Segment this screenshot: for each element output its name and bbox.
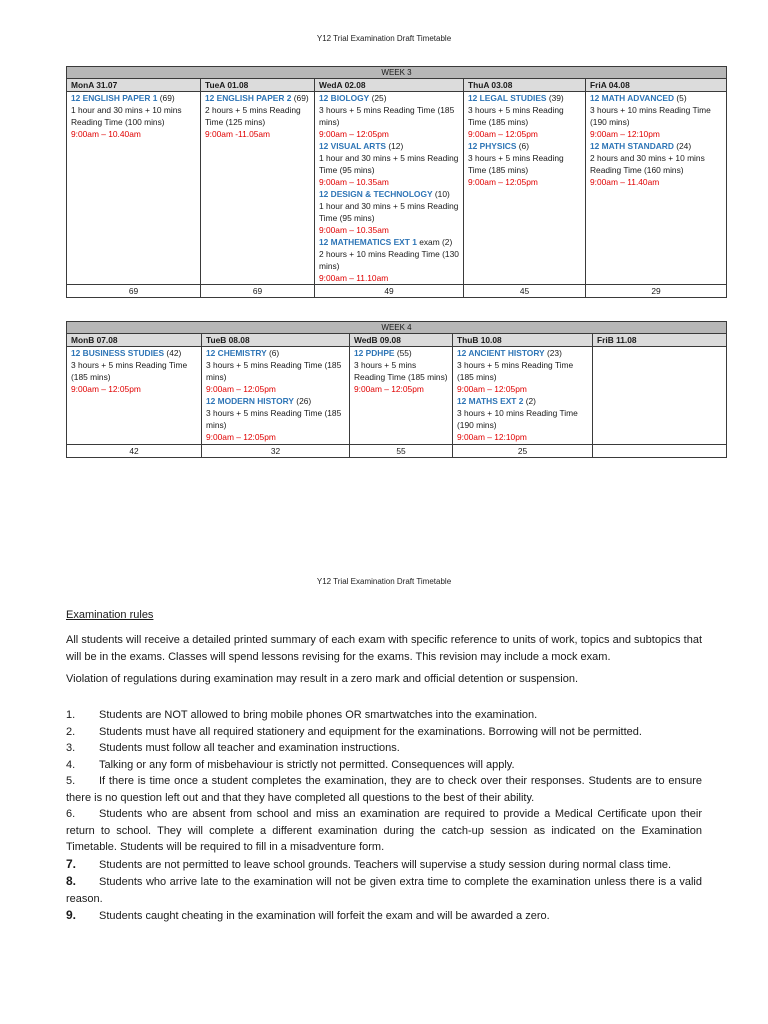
day-total: 55	[350, 445, 453, 458]
exam-duration: 1 hour and 30 mins + 5 mins Reading Time (95 mins)	[319, 201, 459, 223]
week-header: WEEK 4	[67, 322, 727, 334]
exam-duration: 3 hours + 5 mins Reading Time (185 mins)	[468, 153, 564, 175]
exam-time: 9:00am – 10.35am	[319, 177, 389, 187]
exam-entry	[590, 140, 722, 188]
rule-item	[66, 907, 702, 925]
day-cell	[350, 347, 453, 445]
exam-count: (26)	[293, 396, 312, 406]
rule-text: If there is time once a student completes the examination, they are to check over their responses. Students are to ensure there is no question left out and that they have completed all questions to the best of their ability.	[66, 775, 702, 804]
day-cell	[202, 347, 350, 445]
exam-count: (2)	[523, 396, 536, 406]
day-cell	[67, 92, 201, 285]
exam-duration: 3 hours + 5 mins Reading Time (185 mins)	[206, 360, 342, 382]
rule-text: Students caught cheating in the examination will forfeit the exam and will be awarded a zero.	[99, 910, 550, 922]
exam-entry	[590, 92, 722, 140]
exam-count: (12)	[386, 141, 404, 151]
exam-time: 9:00am – 12:05pm	[468, 129, 538, 139]
exam-time: 9:00am – 12:05pm	[206, 384, 276, 394]
exam-subject: 12 ENGLISH PAPER 2	[205, 93, 292, 103]
day-cell	[201, 92, 315, 285]
exam-subject: 12 BUSINESS STUDIES	[71, 348, 165, 358]
rule-item	[66, 757, 702, 774]
exam-count: (25)	[369, 93, 387, 103]
exam-entry	[319, 188, 459, 236]
exam-time: 9:00am – 10.40am	[71, 129, 141, 139]
exam-duration: 2 hours + 10 mins Reading Time (130 mins)	[319, 249, 459, 271]
exam-duration: 3 hours + 5 mins Reading Time (185 mins)	[206, 408, 342, 430]
exam-subject: 12 ENGLISH PAPER 1	[71, 93, 158, 103]
exam-duration: 1 hour and 30 mins + 5 mins Reading Time (95 mins)	[319, 153, 459, 175]
day-header: MonB 07.08	[67, 334, 202, 347]
day-total: 69	[201, 285, 315, 298]
exam-duration: 3 hours + 10 mins Reading Time (190 mins)	[590, 105, 711, 127]
exam-subject: 12 MATH ADVANCED	[590, 93, 675, 103]
exam-count: (55)	[394, 348, 412, 358]
day-header: WedA 02.08	[315, 79, 464, 92]
day-total: 32	[202, 445, 350, 458]
exam-count: (5)	[674, 93, 687, 103]
rule-text: Students who arrive late to the examination will not be given extra time to complete the examination unless there is a valid reason.	[66, 876, 702, 905]
exam-entry	[71, 347, 197, 395]
rule-number: 6.	[66, 808, 76, 820]
rule-text: Students must follow all teacher and examination instructions.	[99, 742, 400, 754]
day-header: TueB 08.08	[202, 334, 350, 347]
rule-number: 3.	[66, 742, 76, 754]
rules-list	[66, 707, 702, 925]
exam-count: (23)	[544, 348, 562, 358]
exam-duration: 3 hours + 5 mins Reading Time (185 mins)	[319, 105, 455, 127]
exam-duration: 3 hours + 5 mins Reading Time (185 mins)	[71, 360, 188, 382]
exam-entry	[206, 395, 345, 443]
exam-entry	[468, 92, 581, 140]
exam-duration: 3 hours + 5 mins Reading Time (185 mins)	[468, 105, 564, 127]
day-total: 42	[67, 445, 202, 458]
day-cell	[586, 92, 727, 285]
day-total: 25	[453, 445, 593, 458]
rule-item	[66, 856, 702, 874]
exam-entry	[71, 92, 196, 140]
exam-subject: 12 PDHPE	[354, 348, 395, 358]
exam-duration: 3 hours + 5 mins Reading Time (185 mins)	[354, 360, 448, 382]
rule-number: 5.	[66, 775, 76, 787]
exam-subject: 12 LEGAL STUDIES	[468, 93, 547, 103]
rules-heading: Examination rules	[66, 609, 154, 621]
day-total: 69	[67, 285, 201, 298]
exam-count: (6)	[266, 348, 280, 358]
day-header: MonA 31.07	[67, 79, 201, 92]
rule-number: 9.	[66, 908, 77, 922]
exam-count: (69)	[157, 93, 175, 103]
exam-time: 9:00am – 12:05pm	[71, 384, 141, 394]
rule-item	[66, 740, 702, 757]
exam-subject: 12 BIOLOGY	[319, 93, 370, 103]
day-total: 49	[315, 285, 464, 298]
exam-count: (10)	[432, 189, 450, 199]
exam-time: 9:00am – 12:10pm	[457, 432, 527, 442]
day-cell	[464, 92, 586, 285]
exam-time: 9:00am – 12:10pm	[590, 129, 660, 139]
rule-text: Students who are absent from school and miss an examination are required to provide a Medical Certificate upon their return to school. They will complete a different examination during the catch-up session as indicated on the Examination Timetable. Students will be required to fill in a misadventure form.	[66, 808, 702, 853]
rules-violation-paragraph: Violation of regulations during examination may result in a zero mark and official detention or suspension.	[66, 673, 578, 685]
rule-text: Students are not permitted to leave school grounds. Teachers will supervise a study session during normal class time.	[99, 858, 672, 871]
week-3-timetable	[66, 66, 727, 298]
rule-item	[66, 773, 702, 806]
exam-entry	[457, 395, 588, 443]
exam-subject: 12 MODERN HISTORY	[206, 396, 294, 406]
exam-time: 9:00am -11.05am	[205, 129, 271, 139]
exam-entry	[206, 347, 345, 395]
exam-count: exam (2)	[416, 237, 453, 247]
exam-count: (24)	[673, 141, 692, 151]
day-header: ThuB 10.08	[453, 334, 593, 347]
day-cell	[67, 347, 202, 445]
exam-time: 9:00am – 12:05pm	[468, 177, 538, 187]
exam-entry	[319, 236, 459, 284]
page-title: Y12 Trial Examination Draft Timetable	[316, 34, 452, 43]
rule-item	[66, 707, 702, 724]
exam-time: 9:00am – 12:05pm	[206, 432, 276, 442]
exam-entry	[319, 140, 459, 188]
rule-number: 4.	[66, 758, 76, 771]
rule-number: 8.	[66, 874, 77, 888]
day-header: WedB 09.08	[350, 334, 453, 347]
exam-entry	[457, 347, 588, 395]
exam-subject: 12 PHYSICS	[468, 141, 517, 151]
rule-text: Students must have all required stationery and equipment for the examinations. Borrowing will not be permitted.	[99, 725, 642, 738]
exam-duration: 1 hour and 30 mins + 10 mins Reading Time (100 mins)	[71, 105, 182, 127]
day-total: 45	[464, 285, 586, 298]
exam-count: (6)	[516, 141, 529, 151]
exam-entry	[319, 92, 459, 140]
exam-duration: 3 hours + 10 mins Reading Time (190 mins)	[457, 408, 578, 430]
exam-count: (69)	[291, 93, 309, 103]
day-total	[593, 445, 727, 458]
rules-intro-paragraph: All students will receive a detailed printed summary of each exam with specific reference to units of work, topics and subtopics that will be in the exams. Classes will spend lessons revising for the exams. This revision may include a mock exam.	[66, 634, 702, 663]
exam-entry	[468, 140, 581, 188]
exam-subject: 12 MATHS EXT 2	[457, 396, 524, 406]
exam-time: 9:00am – 11.40am	[590, 177, 660, 187]
exam-subject: 12 MATHEMATICS EXT 1	[319, 237, 417, 247]
exam-subject: 12 MATH STANDARD	[590, 141, 674, 151]
rule-number: 2.	[66, 725, 76, 738]
rule-number: 7.	[66, 856, 77, 871]
day-cell	[315, 92, 464, 285]
exam-time: 9:00am – 10.35am	[319, 225, 389, 235]
exam-duration: 3 hours + 5 mins Reading Time (185 mins)	[457, 360, 574, 382]
rule-item	[66, 724, 702, 741]
exam-count: (39)	[546, 93, 564, 103]
day-cell	[593, 347, 727, 445]
day-header: FriB 11.08	[593, 334, 727, 347]
exam-duration: 2 hours + 5 mins Reading Time (125 mins)	[205, 105, 301, 127]
rule-item	[66, 873, 702, 907]
rule-number: 1.	[66, 709, 76, 721]
day-header: ThuA 03.08	[464, 79, 586, 92]
exam-subject: 12 VISUAL ARTS	[319, 141, 387, 151]
day-total: 29	[586, 285, 727, 298]
exam-count: (42)	[164, 348, 182, 358]
rule-item	[66, 806, 702, 856]
exam-subject: 12 CHEMISTRY	[206, 348, 267, 358]
exam-time: 9:00am – 12:05pm	[354, 384, 424, 394]
rule-text: Talking or any form of misbehaviour is strictly not permitted. Consequences will apply.	[99, 758, 515, 771]
exam-entry	[205, 92, 310, 140]
week-4-timetable	[66, 321, 727, 458]
exam-time: 9:00am – 12:05pm	[319, 129, 389, 139]
day-cell	[453, 347, 593, 445]
exam-subject: 12 DESIGN & TECHNOLOGY	[319, 189, 433, 199]
rule-text: Students are NOT allowed to bring mobile phones OR smartwatches into the examination.	[99, 709, 538, 721]
week-header: WEEK 3	[67, 67, 727, 79]
exam-time: 9:00am – 12:05pm	[457, 384, 527, 394]
day-header: FriA 04.08	[586, 79, 727, 92]
day-header: TueA 01.08	[201, 79, 315, 92]
exam-subject: 12 ANCIENT HISTORY	[457, 348, 545, 358]
exam-duration: 2 hours and 30 mins + 10 mins Reading Time (160 mins)	[590, 153, 705, 175]
page-title-repeat: Y12 Trial Examination Draft Timetable	[316, 577, 452, 586]
exam-time: 9:00am – 11.10am	[319, 273, 389, 283]
exam-entry	[354, 347, 448, 395]
